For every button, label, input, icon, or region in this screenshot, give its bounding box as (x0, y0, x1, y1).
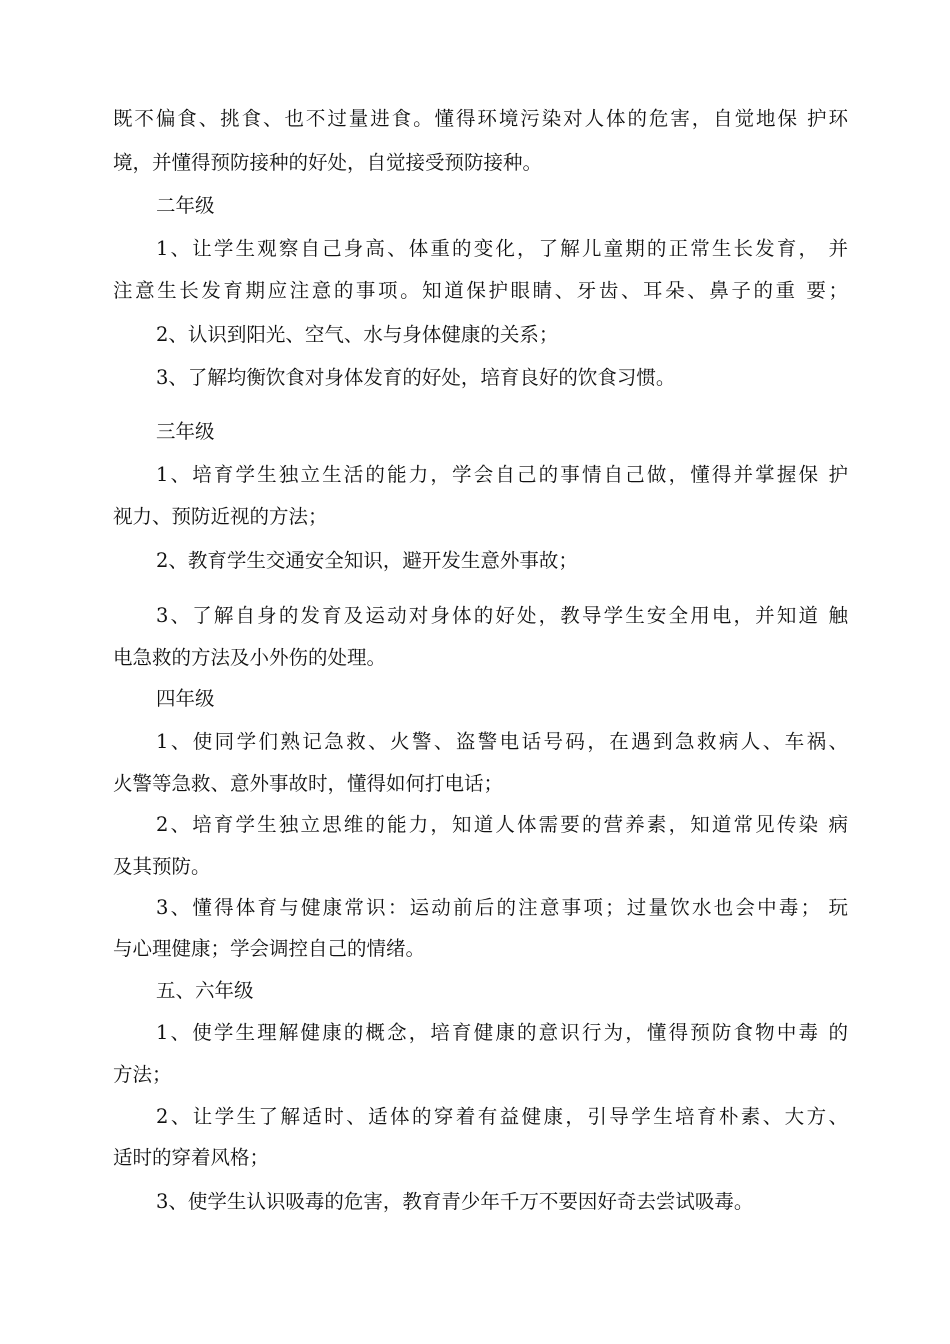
paragraph-line: 视力、预防近视的方法； (113, 505, 328, 528)
paragraph-line: 2、让学生了解适时、适体的穿着有益健康，引导学生培育朴素、大方、 (156, 1105, 848, 1128)
grade-heading: 五、六年级 (156, 979, 254, 1002)
grade-heading: 三年级 (156, 420, 215, 443)
paragraph-line: 适时的穿着风格； (113, 1146, 270, 1169)
paragraph-line: 3、了解均衡饮食对身体发育的好处，培育良好的饮食习惯。 (156, 366, 676, 389)
paragraph-line: 3、使学生认识吸毒的危害，教育青少年千万不要因好奇去尝试吸毒。 (156, 1190, 754, 1213)
paragraph-line: 注意生长发育期应注意的事项。知道保护眼睛、牙齿、耳朵、鼻子的重 要； (113, 279, 848, 302)
paragraph-line: 3、懂得体育与健康常识：运动前后的注意事项；过量饮水也会中毒； 玩 (156, 896, 848, 919)
paragraph-line: 火警等急救、意外事故时，懂得如何打电话； (113, 772, 504, 795)
paragraph-line: 2、认识到阳光、空气、水与身体健康的关系； (156, 323, 559, 346)
grade-heading: 四年级 (156, 687, 215, 710)
paragraph-line: 既不偏食、挑食、也不过量进食。懂得环境污染对人体的危害，自觉地保 护环 (113, 107, 848, 130)
paragraph-line: 方法； (113, 1063, 172, 1086)
grade-heading: 二年级 (156, 194, 215, 217)
paragraph-line: 1、使学生理解健康的概念，培育健康的意识行为，懂得预防食物中毒 的 (156, 1021, 848, 1044)
paragraph-line: 2、培育学生独立思维的能力，知道人体需要的营养素，知道常见传染 病 (156, 813, 848, 836)
paragraph-line: 2、教育学生交通安全知识，避开发生意外事故； (156, 549, 578, 572)
paragraph-line: 1、让学生观察自己身高、体重的变化，了解儿童期的正常生长发育， 并 (156, 237, 848, 260)
paragraph-line: 1、培育学生独立生活的能力，学会自己的事情自己做，懂得并掌握保 护 (156, 463, 848, 486)
paragraph-line: 1、使同学们熟记急救、火警、盗警电话号码，在遇到急救病人、车祸、 (156, 730, 848, 753)
paragraph-line: 电急救的方法及小外伤的处理。 (113, 646, 387, 669)
paragraph-line: 境，并懂得预防接种的好处，自觉接受预防接种。 (113, 151, 543, 174)
paragraph-line: 3、了解自身的发育及运动对身体的好处，教导学生安全用电，并知道 触 (156, 604, 848, 627)
paragraph-line: 及其预防。 (113, 855, 211, 878)
paragraph-line: 与心理健康；学会调控自己的情绪。 (113, 937, 426, 960)
